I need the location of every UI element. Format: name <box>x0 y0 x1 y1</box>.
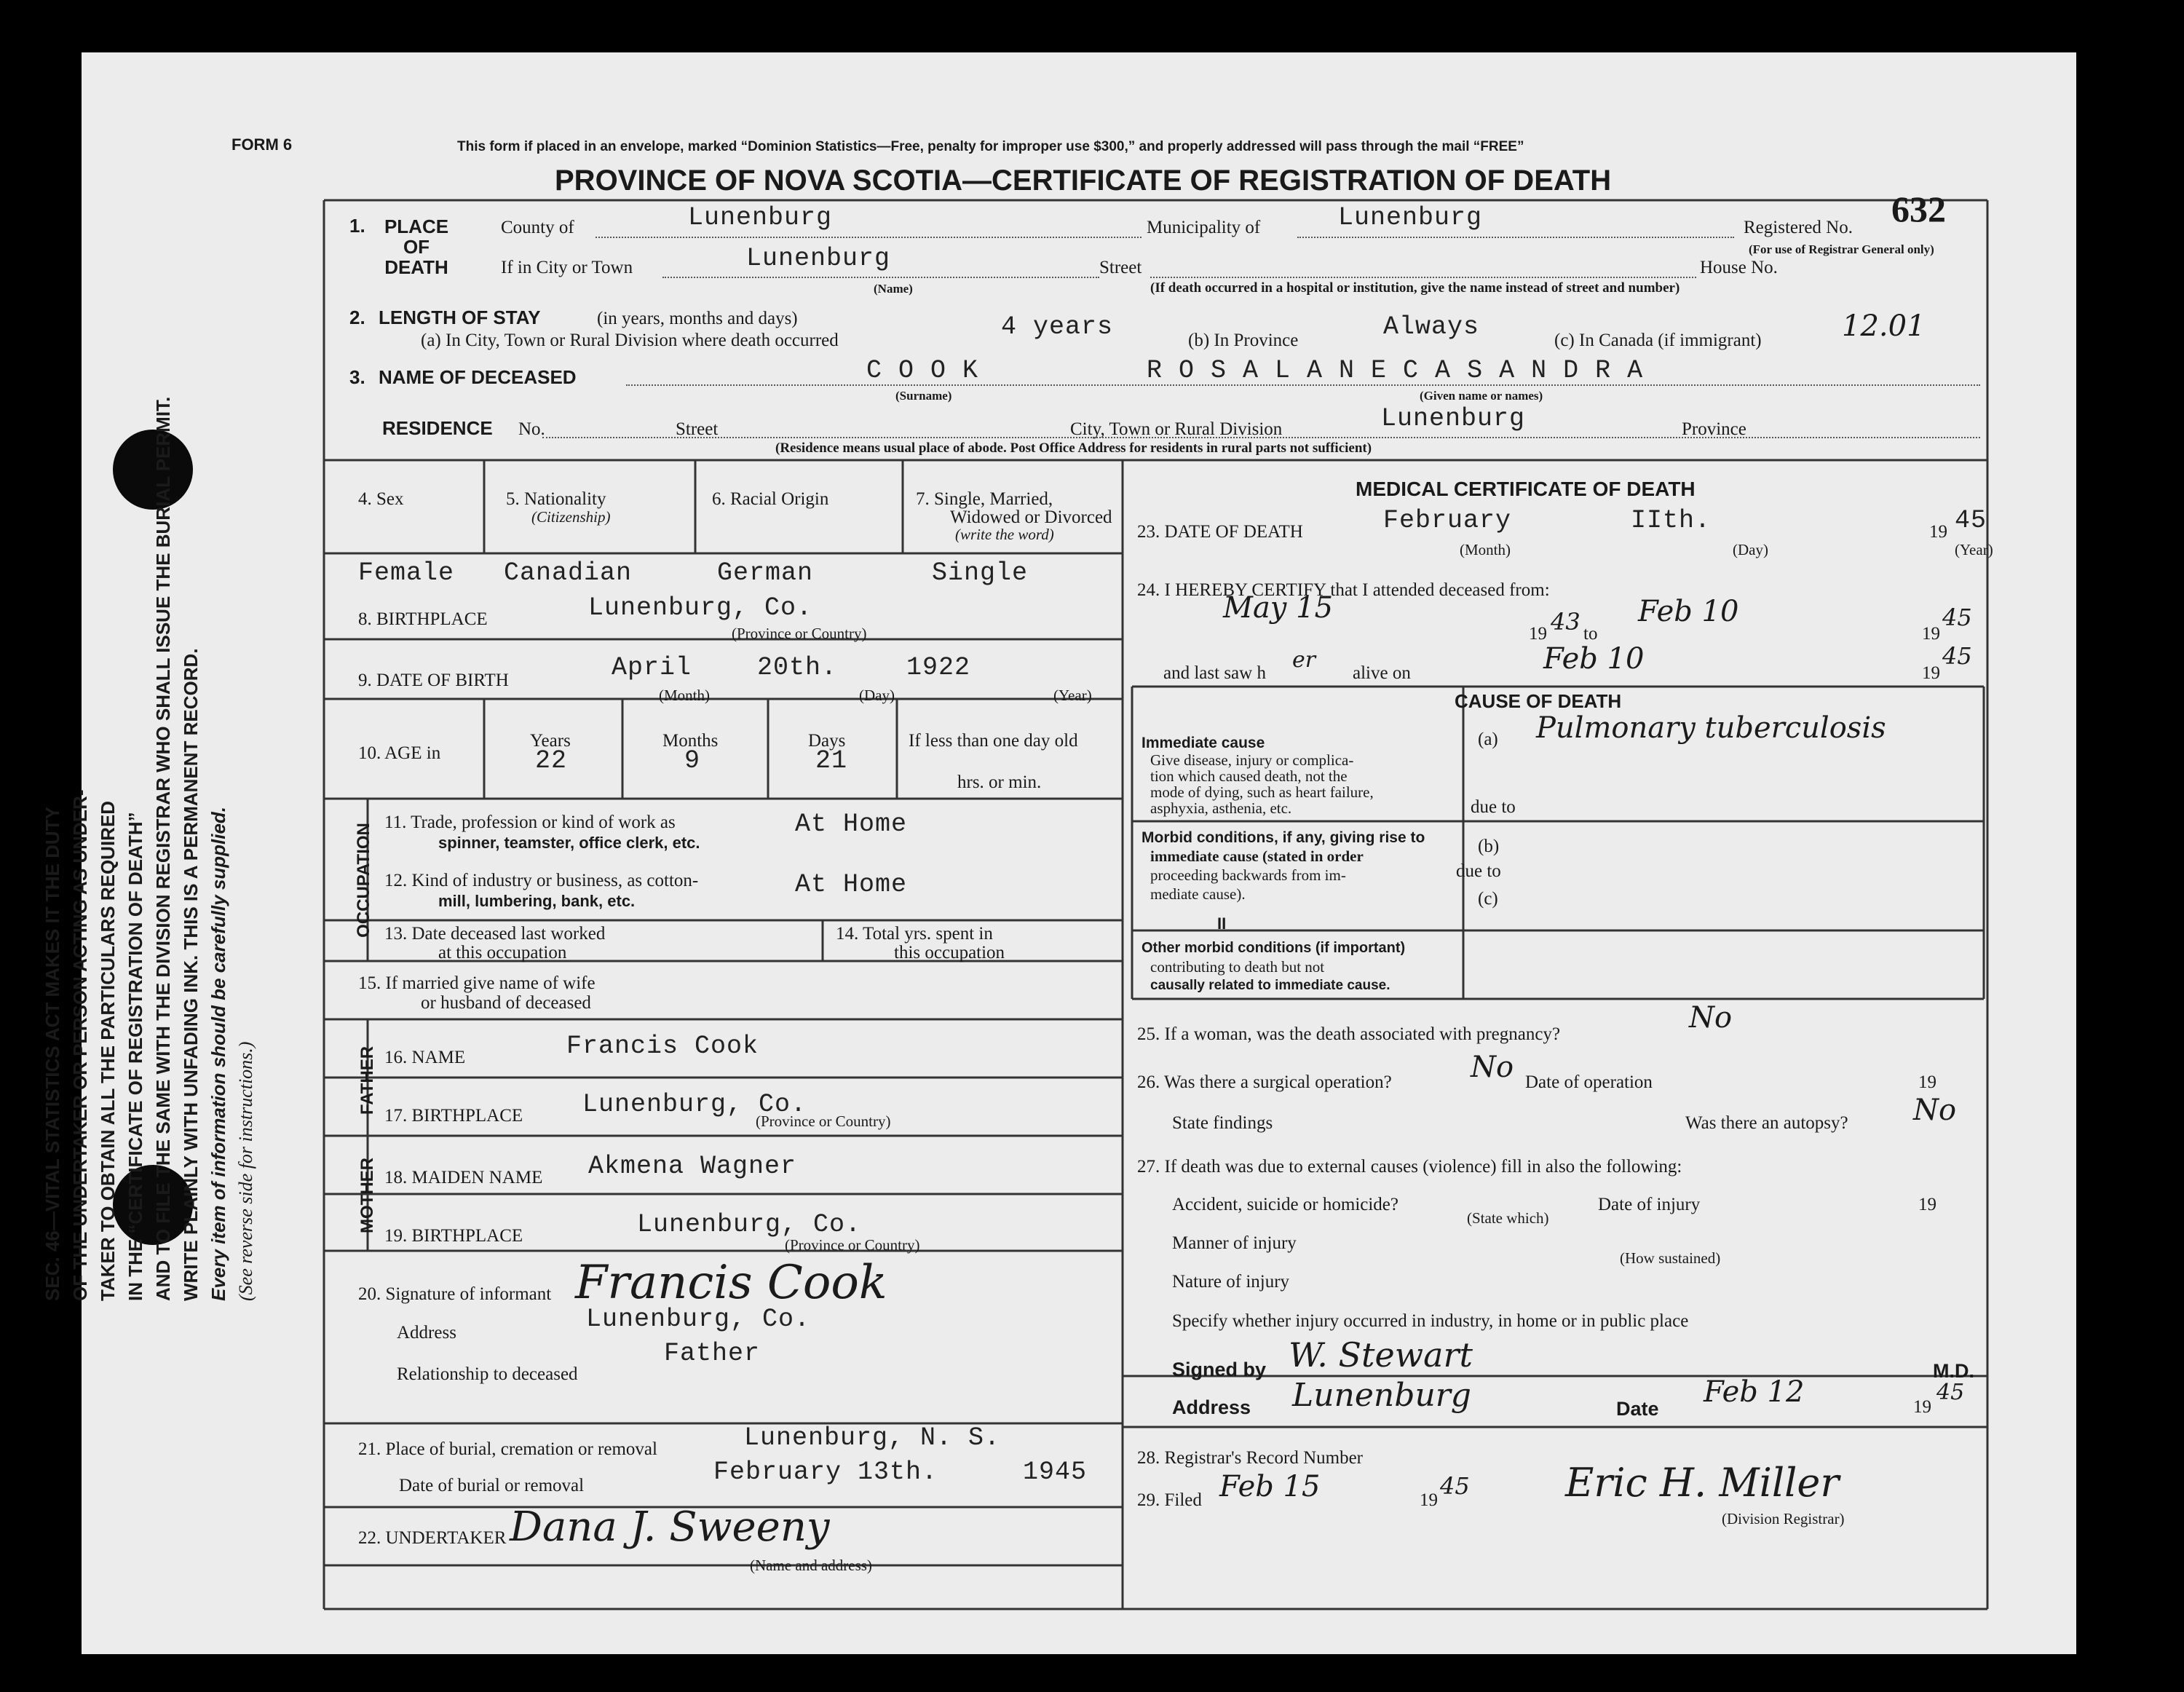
pregnancy-label: 25. If a woman, was the death associated with pregnancy? <box>1137 1024 1561 1044</box>
roman-two: II <box>1217 914 1227 933</box>
occupation-side-label: OCCUPATION <box>354 823 373 938</box>
cause-b-label: (b) <box>1478 837 1500 856</box>
attended-from-prefix: 19 <box>1529 624 1547 644</box>
residence-city-label: City, Town or Rural Division <box>1070 419 1283 439</box>
side-line-7: Every item of information should be carefully supplied. <box>207 806 229 1301</box>
alive-on-prefix: 19 <box>1922 663 1940 683</box>
operation-date-label: Date of operation <box>1525 1072 1653 1092</box>
informant-label: 20. Signature of informant <box>358 1284 552 1304</box>
immediate-desc-2: tion which caused death, not the <box>1150 767 1348 785</box>
side-line-8: (See reverse side for instructions.) <box>235 1041 256 1301</box>
spouse-label-1: 15. If married give name of wife <box>358 973 596 993</box>
residence-line <box>542 437 1980 438</box>
residence-city-value: Lunenburg <box>1381 404 1526 433</box>
injury-year-prefix: 19 <box>1918 1195 1936 1214</box>
age-days-label: Days <box>808 731 846 751</box>
death-day-caption: (Day) <box>1733 541 1768 558</box>
side-line-3: TAKER TO OBTAIN ALL THE PARTICULARS REQUIRED <box>97 800 119 1301</box>
undertaker-label: 22. UNDERTAKER <box>358 1528 507 1548</box>
trade-label-2: spinner, teamster, office clerk, etc. <box>438 834 700 852</box>
last-worked-label-2: at this occupation <box>438 943 567 962</box>
racial-origin-label: 6. Racial Origin <box>712 489 829 509</box>
mother-birthplace-value: Lunenburg, Co. <box>637 1210 862 1239</box>
filed-year-prefix: 19 <box>1420 1490 1438 1510</box>
industry-label-1: 12. Kind of industry or business, as cotton- <box>384 871 699 890</box>
racial-origin-value: German <box>717 558 814 588</box>
total-years-label-2: this occupation <box>894 943 1005 962</box>
residence-province-label: Province <box>1682 419 1746 439</box>
residence-note: (Residence means usual place of abode. Post Office Address for residents in rural parts not sufficient) <box>775 440 1372 456</box>
last-saw-value: er <box>1292 647 1316 673</box>
immediate-desc-3: mode of dying, such as heart failure, <box>1150 783 1374 801</box>
informant-address-label: Address <box>397 1323 456 1343</box>
alive-on-value: Feb 10 <box>1543 642 1645 676</box>
operation-year-prefix: 19 <box>1918 1072 1936 1092</box>
registrar-record-label: 28. Registrar's Record Number <box>1137 1448 1363 1468</box>
nature-label: Nature of injury <box>1172 1272 1290 1292</box>
municipality-value: Lunenburg <box>1338 203 1483 232</box>
morbid-label-1: Morbid conditions, if any, giving rise to <box>1142 829 1425 846</box>
residence-no-label: No. <box>518 419 545 439</box>
division-registrar-caption: (Division Registrar) <box>1722 1510 1845 1527</box>
street-line <box>1150 277 1696 278</box>
manner-label: Manner of injury <box>1172 1233 1297 1253</box>
undertaker-caption: (Name and address) <box>750 1557 872 1574</box>
residence-street-label: Street <box>676 419 719 439</box>
dob-year-value: 1922 <box>906 653 971 682</box>
morbid-label-4: mediate cause). <box>1150 885 1246 903</box>
alive-on-year: 45 <box>1942 642 1972 670</box>
mother-maiden-value: Akmena Wagner <box>588 1152 797 1181</box>
attended-to-label: to <box>1583 624 1598 644</box>
informant-address-value: Lunenburg, Co. <box>586 1305 811 1334</box>
last-saw-label: and last saw h <box>1163 663 1266 683</box>
mail-notice: This form if placed in an envelope, marked “Dominion Statistics—Free, penalty for improper use $300,” and properly addressed will pass through the mail “FREE” <box>457 139 1524 154</box>
registered-no-label: Registered No. <box>1744 218 1853 237</box>
death-month-value: February <box>1383 506 1512 535</box>
street-label: Street <box>1099 258 1142 277</box>
given-name-caption: (Given name or names) <box>1420 389 1543 403</box>
stay-canada-label: (c) In Canada (if immigrant) <box>1554 331 1762 350</box>
father-birthplace-value: Lunenburg, Co. <box>582 1090 807 1119</box>
mother-side-label: MOTHER <box>357 1158 377 1233</box>
age-days-value: 21 <box>815 746 848 775</box>
marital-caption: (write the word) <box>955 526 1054 543</box>
attended-from-value: May 15 <box>1223 591 1334 625</box>
certificate-title: PROVINCE OF NOVA SCOTIA—CERTIFICATE OF REGISTRATION OF DEATH <box>555 165 1612 197</box>
place-of-death-heading: PLACE OF DEATH <box>384 216 449 278</box>
attended-to-prefix: 19 <box>1922 624 1940 644</box>
filed-label: 29. Filed <box>1137 1490 1202 1510</box>
stay-canada-value: 12.01 <box>1842 309 1926 343</box>
city-value: Lunenburg <box>746 244 891 273</box>
side-statute-text <box>39 391 260 1301</box>
father-name-label: 16. NAME <box>384 1048 466 1067</box>
morbid-label-3: proceeding backwards from im- <box>1150 866 1346 884</box>
residence-heading: RESIDENCE <box>382 417 493 439</box>
stay-province-value: Always <box>1383 312 1480 341</box>
age-months-label: Months <box>662 731 719 751</box>
age-months-value: 9 <box>684 746 701 775</box>
dob-day-caption: (Day) <box>859 687 895 704</box>
marital-label-2: Widowed or Divorced <box>950 507 1112 527</box>
burial-year-value: 1945 <box>1023 1458 1088 1487</box>
death-year-prefix: 19 <box>1929 522 1947 542</box>
house-no-label: House No. <box>1700 258 1778 277</box>
date-death-label: 23. DATE OF DEATH <box>1137 522 1303 542</box>
nationality-value: Canadian <box>504 558 633 588</box>
father-birthplace-label: 17. BIRTHPLACE <box>384 1106 523 1126</box>
physician-signature: W. Stewart <box>1289 1335 1473 1375</box>
side-line-5: AND TO FILE THE SAME WITH THE DIVISION REGISTRAR WHO SHALL ISSUE THE BURIAL PERMIT. <box>152 396 174 1301</box>
registrar-signature: Eric H. Miller <box>1565 1460 1840 1506</box>
county-line <box>596 237 1142 238</box>
stay-city-value: 4 years <box>1001 312 1114 341</box>
surname-value: C O O K <box>866 356 979 385</box>
burial-place-value: Lunenburg, N. S. <box>744 1423 1001 1452</box>
birthplace-value: Lunenburg, Co. <box>588 593 813 622</box>
dob-year-caption: (Year) <box>1053 687 1092 704</box>
cause-a-value: Pulmonary tuberculosis <box>1536 711 1886 745</box>
place-of-death-num: 1. <box>349 215 365 237</box>
external-label: 27. If death was due to external causes (violence) fill in also the following: <box>1137 1157 1682 1177</box>
attended-to-value: Feb 10 <box>1638 595 1739 628</box>
signed-by-label: Signed by <box>1172 1359 1267 1380</box>
relationship-label: Relationship to deceased <box>397 1364 578 1384</box>
total-years-label-1: 14. Total yrs. spent in <box>836 924 993 944</box>
age-years-value: 22 <box>535 746 568 775</box>
filed-year-value: 45 <box>1440 1472 1470 1500</box>
certify-label: 24. I HEREBY CERTIFY that I attended deceased from: <box>1137 580 1550 600</box>
state-which-caption: (State which) <box>1467 1209 1549 1227</box>
relationship-value: Father <box>664 1339 761 1368</box>
marital-status-value: Single <box>932 558 1029 588</box>
burial-date-value: February 13th. <box>713 1458 938 1487</box>
given-name-value: R O S A L A N E C A S A N D R A <box>1147 356 1644 385</box>
municipality-label: Municipality of <box>1147 218 1261 237</box>
autopsy-value: No <box>1913 1094 1957 1127</box>
signed-date-label: Date <box>1616 1398 1659 1420</box>
morbid-label-2: immediate cause (stated in order <box>1150 847 1364 865</box>
name-num: 3. <box>349 366 365 388</box>
industry-value: At Home <box>795 870 908 899</box>
father-side-label: FATHER <box>357 1045 377 1115</box>
side-line-2: OF THE UNDERTAKER OR PERSON ACTING AS UNDER- <box>69 789 91 1301</box>
registrar-use-note: (For use of Registrar General only) <box>1749 242 1934 256</box>
birthplace-label: 8. BIRTHPLACE <box>358 609 488 629</box>
spouse-label-2: or husband of deceased <box>421 993 591 1013</box>
immediate-cause-label: Immediate cause <box>1142 735 1265 751</box>
other-morbid-2: contributing to death but not <box>1150 958 1325 976</box>
filed-date-value: Feb 15 <box>1219 1470 1321 1503</box>
immediate-desc-4: asphyxia, asthenia, etc. <box>1150 799 1292 817</box>
city-line <box>662 277 1099 278</box>
sex-label: 4. Sex <box>358 489 404 509</box>
county-value: Lunenburg <box>688 203 833 232</box>
trade-label-1: 11. Trade, profession or kind of work as <box>384 813 676 832</box>
accident-label: Accident, suicide or homicide? <box>1172 1195 1398 1214</box>
stay-num: 2. <box>349 307 365 328</box>
name-heading: NAME OF DECEASED <box>379 366 577 388</box>
city-name-caption: (Name) <box>874 282 913 296</box>
nationality-label: 5. Nationality <box>506 489 606 509</box>
immediate-desc-1: Give disease, injury or complica- <box>1150 751 1354 769</box>
medical-heading: MEDICAL CERTIFICATE OF DEATH <box>1356 478 1696 500</box>
due-to-2: due to <box>1456 861 1501 881</box>
signed-date-value: Feb 12 <box>1704 1375 1805 1409</box>
cause-c-label: (c) <box>1478 889 1498 909</box>
mother-maiden-label: 18. MAIDEN NAME <box>384 1168 543 1187</box>
undertaker-signature: Dana J. Sweeny <box>510 1503 830 1551</box>
informant-signature: Francis Cook <box>575 1256 887 1310</box>
county-label: County of <box>501 218 574 237</box>
father-birthplace-caption: (Province or Country) <box>756 1112 891 1130</box>
stay-units: (in years, months and days) <box>597 309 798 328</box>
name-line <box>626 384 1980 386</box>
city-town-label: If in City or Town <box>501 258 633 277</box>
due-to-1: due to <box>1471 797 1516 817</box>
death-year-value: 45 <box>1955 506 1987 535</box>
cause-a-label: (a) <box>1478 730 1498 749</box>
hrs-min-label: hrs. or min. <box>957 772 1042 792</box>
municipality-line <box>1297 237 1734 238</box>
form-number: FORM 6 <box>232 135 293 154</box>
less-than-day-label: If less than one day old <box>909 731 1078 751</box>
mother-birthplace-label: 19. BIRTHPLACE <box>384 1226 523 1246</box>
age-years-label: Years <box>530 731 571 751</box>
citizenship-caption: (Citizenship) <box>531 508 611 526</box>
stay-province-label: (b) In Province <box>1188 331 1299 350</box>
state-findings-label: State findings <box>1172 1113 1273 1133</box>
burial-date-label: Date of burial or removal <box>399 1476 585 1495</box>
registration-number: 632 <box>1891 189 1946 229</box>
death-day-value: IIth. <box>1631 506 1712 535</box>
cause-heading: CAUSE OF DEATH <box>1455 690 1622 712</box>
attended-to-year: 45 <box>1942 604 1972 631</box>
dob-label: 9. DATE OF BIRTH <box>358 671 509 690</box>
last-worked-label-1: 13. Date deceased last worked <box>384 924 606 944</box>
occupation-value: At Home <box>795 810 908 839</box>
industry-label-2: mill, lumbering, bank, etc. <box>438 892 636 910</box>
surgical-label: 26. Was there a surgical operation? <box>1137 1072 1392 1092</box>
autopsy-label: Was there an autopsy? <box>1685 1113 1848 1133</box>
birthplace-caption: (Province or Country) <box>732 625 867 642</box>
mother-birthplace-caption: (Province or Country) <box>785 1236 920 1254</box>
pregnancy-value: No <box>1689 1001 1733 1035</box>
father-name-value: Francis Cook <box>566 1032 759 1061</box>
surname-caption: (Surname) <box>895 389 952 403</box>
side-line-6: WRITE PLAINLY WITH UNFADING INK. THIS IS A PERMANENT RECORD. <box>180 648 202 1301</box>
other-morbid-1: Other morbid conditions (if important) <box>1142 940 1406 956</box>
burial-place-label: 21. Place of burial, cremation or removal <box>358 1439 657 1459</box>
hospital-note: (If death occurred in a hospital or institution, give the name instead of street and number) <box>1150 280 1680 296</box>
marital-label-1: 7. Single, Married, <box>916 489 1053 509</box>
stay-heading: LENGTH OF STAY <box>379 307 541 328</box>
specify-label: Specify whether injury occurred in industry, in home or in public place <box>1172 1311 1689 1331</box>
injury-date-label: Date of injury <box>1598 1195 1701 1214</box>
death-year-caption: (Year) <box>1955 541 1993 558</box>
how-sustained-caption: (How sustained) <box>1620 1249 1721 1267</box>
physician-address-label: Address <box>1172 1396 1251 1418</box>
dob-month-value: April <box>612 653 692 682</box>
attended-from-year: 43 <box>1551 608 1580 636</box>
physician-address-value: Lunenburg <box>1292 1377 1471 1414</box>
dob-day-value: 20th. <box>757 653 838 682</box>
stay-city-label: (a) In City, Town or Rural Division where death occurred <box>421 331 839 350</box>
dob-month-caption: (Month) <box>659 687 710 704</box>
side-line-4: IN THE “CERTIFICATE OF REGISTRATION OF DEATH” <box>124 812 146 1301</box>
surgical-value: No <box>1471 1051 1514 1084</box>
sex-value: Female <box>358 558 455 588</box>
other-morbid-3: causally related to immediate cause. <box>1150 978 1390 993</box>
md-label: M.D. <box>1933 1360 1974 1382</box>
age-label: 10. AGE in <box>358 743 441 763</box>
signed-year-value: 45 <box>1936 1380 1965 1405</box>
side-line-1: SEC. 46—VITAL STATISTICS ACT MAKES IT THE DUTY <box>41 807 63 1301</box>
alive-on-label: alive on <box>1353 663 1411 683</box>
death-month-caption: (Month) <box>1460 541 1511 558</box>
signed-year-prefix: 19 <box>1913 1397 1931 1417</box>
